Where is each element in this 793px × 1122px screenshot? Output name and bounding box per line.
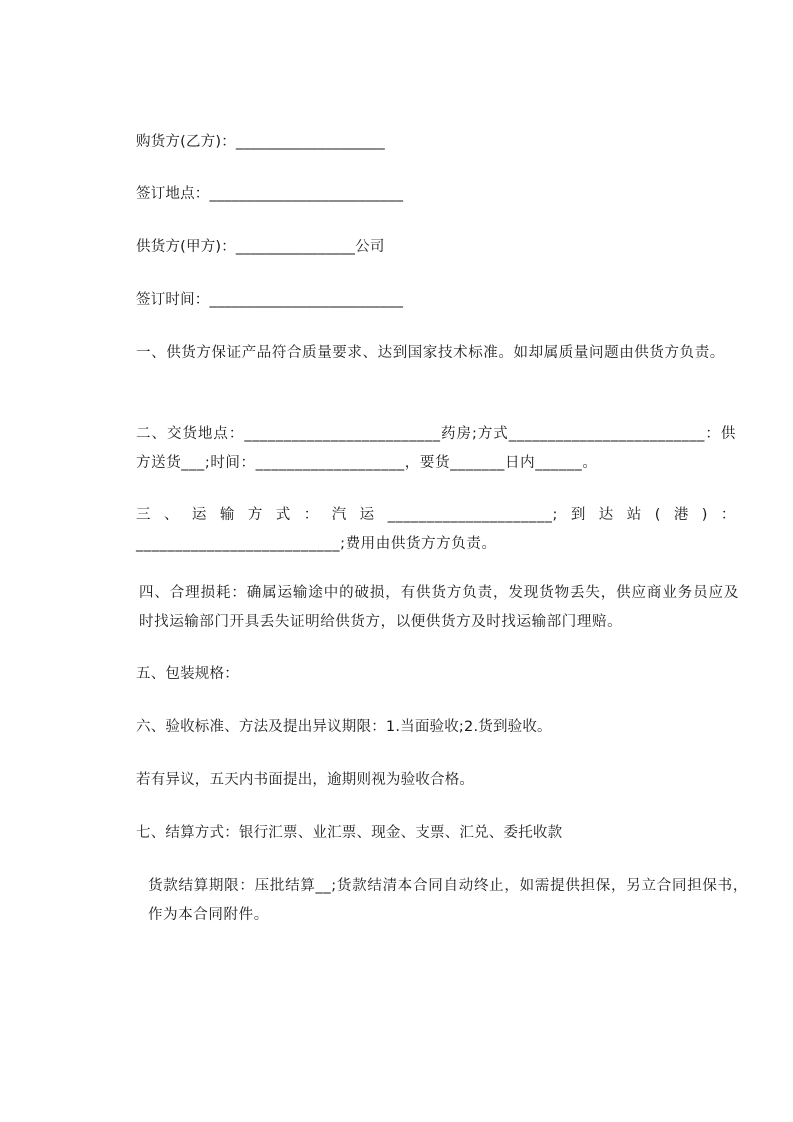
clause-delivery: 二、交货地点：_________________________药房;方式_________________________：供方送货___;时间：___________________，要货_______日内______。 — [136, 426, 736, 471]
clause-loss: 四、合理损耗：确属运输途中的破损，有供货方负责，发现货物丢失，供应商业务员应及时找运输部门开具丢失证明给供货方，以便供货方及时找运输部门理赔。 — [139, 585, 739, 630]
signing-place-line: 签订地点：__________________________ — [136, 186, 404, 202]
clause-settlement: 七、结算方式：银行汇票、业汇票、现金、支票、汇兑、委托收款 — [136, 825, 563, 841]
clause-transport: 三、运输方式：汽运_____________________;到达站(港)：__________________________;费用由供货方方负责。 — [136, 507, 736, 552]
buyer-line: 购货方(乙方)：____________________ — [136, 134, 385, 150]
clause-packaging: 五、包装规格： — [136, 666, 239, 682]
clause-objection: 若有异议，五天内书面提出，逾期则视为验收合格。 — [136, 772, 475, 788]
supplier-line: 供货方(甲方)：________________公司 — [136, 239, 385, 255]
signing-time-line: 签订时间：__________________________ — [136, 292, 404, 308]
clause-quality: 一、供货方保证产品符合质量要求、达到国家技术标准。如却属质量问题由供货方负责。 — [136, 345, 725, 361]
clause-acceptance: 六、验收标准、方法及提出异议期限：1.当面验收;2.货到验收。 — [136, 719, 552, 735]
clause-payment-term: 货款结算期限：压批结算__;货款结清本合同自动终止，如需提供担保，另立合同担保书，作为本合同附件。 — [148, 878, 748, 923]
